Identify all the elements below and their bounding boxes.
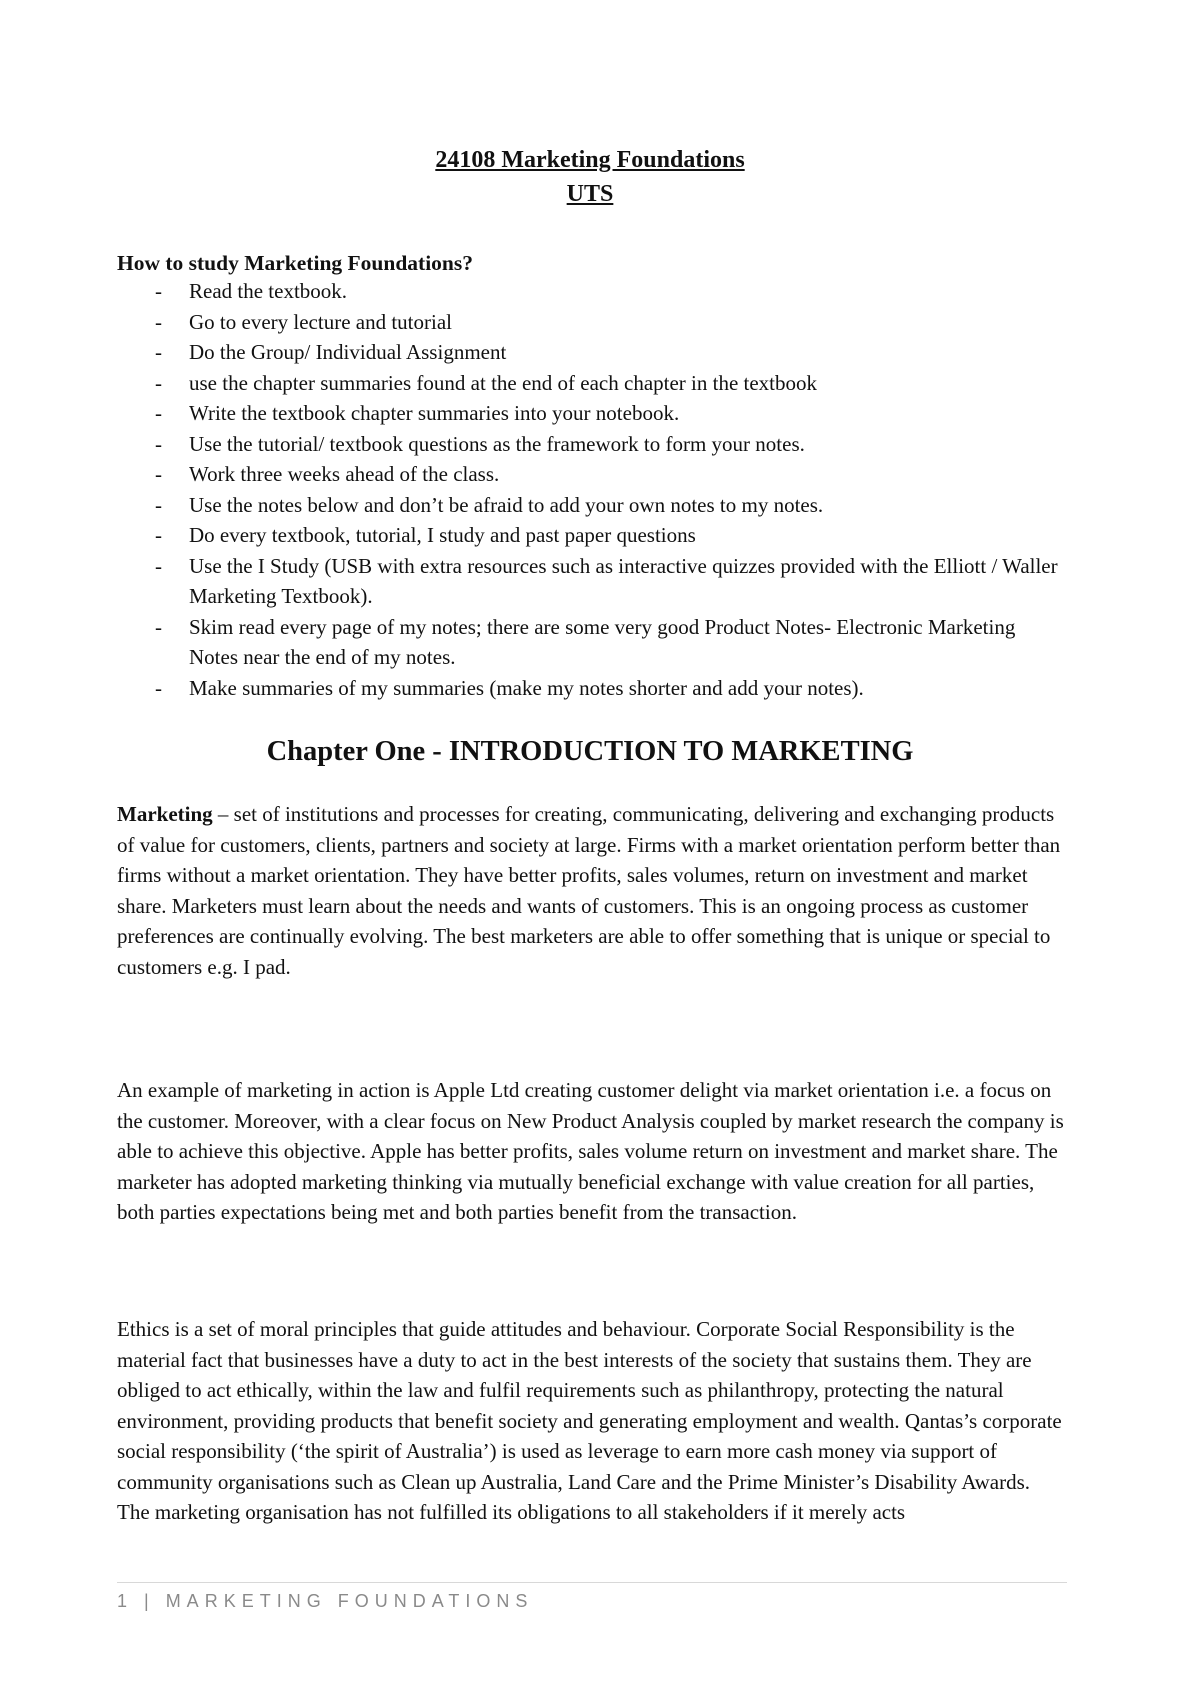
list-item-text: use the chapter summaries found at the end of each chapter in the textbook bbox=[189, 370, 818, 395]
list-item bbox=[117, 368, 1067, 399]
list-bullet: - bbox=[155, 279, 162, 303]
list-item bbox=[117, 490, 1067, 521]
list-item bbox=[117, 673, 1067, 704]
list-bullet: - bbox=[155, 340, 162, 364]
document-title: 24108 Marketing Foundations bbox=[435, 147, 745, 173]
list-item-text: Use the I Study (USB with extra resources such as interactive quizzes provided with the Elliott / Waller Marketing Textbook). bbox=[189, 553, 1058, 608]
list-bullet: - bbox=[155, 675, 162, 700]
list-bullet: - bbox=[155, 401, 162, 425]
list-item-text: Do the Group/ Individual Assignment bbox=[189, 340, 507, 364]
study-heading: How to study Marketing Foundations? bbox=[117, 251, 473, 275]
list-item bbox=[117, 551, 1067, 612]
list-bullet: - bbox=[155, 492, 162, 517]
paragraph-ethics: Ethics is a set of moral principles that guide attitudes and behaviour. Corporate Social Responsibility is the material fact that businesses have a duty to act in the best interests of the society that sustains them. They are obliged to act ethically, within the law and fulfil requirements such as philanthropy, protecting the natural environment, providing products that benefit society and generating employment and wealth. Qantas’s corporate social responsibility (‘the spirit of Australia’) is used as leverage to earn more cash money via support of community organisations such as Clean up Australia, Land Care and the Prime Minister’s Disability Awards. The marketing organisation has not fulfilled its obligations to all stakeholders if it merely acts bbox=[117, 1317, 1062, 1524]
list-item bbox=[117, 337, 1067, 368]
list-item-text: Do every textbook, tutorial, I study and past paper questions bbox=[189, 523, 696, 547]
list-bullet: - bbox=[155, 462, 162, 486]
list-item-text: Work three weeks ahead of the class. bbox=[189, 462, 500, 486]
list-bullet: - bbox=[155, 431, 162, 456]
list-bullet: - bbox=[155, 523, 162, 547]
footer-divider bbox=[117, 1582, 1067, 1583]
document-subtitle: UTS bbox=[566, 181, 614, 207]
list-bullet: - bbox=[155, 309, 162, 334]
list-item bbox=[117, 612, 1067, 673]
list-item-text: Go to every lecture and tutorial bbox=[189, 309, 452, 334]
list-item-text: Use the tutorial/ textbook questions as the framework to form your notes. bbox=[189, 431, 805, 456]
list-item-text: Skim read every page of my notes; there are some very good Product Notes- Electronic Marketing Notes near the end of my notes. bbox=[189, 614, 1016, 669]
list-item bbox=[117, 429, 1067, 460]
list-item-text: Use the notes below and don’t be afraid to add your own notes to my notes. bbox=[189, 492, 824, 517]
list-item-text: Make summaries of my summaries (make my notes shorter and add your notes). bbox=[189, 675, 864, 700]
list-item bbox=[117, 398, 1067, 429]
page-footer: 1 | MARKETING FOUNDATIONS bbox=[117, 1591, 534, 1611]
list-item bbox=[117, 276, 1067, 307]
paragraph-marketing-definition bbox=[117, 799, 1067, 982]
list-item-text: Write the textbook chapter summaries into your notebook. bbox=[189, 401, 680, 425]
chapter-heading: Chapter One - INTRODUCTION TO MARKETING bbox=[266, 736, 914, 767]
list-item bbox=[117, 459, 1067, 490]
study-list bbox=[117, 276, 1067, 703]
paragraph-apple-example: An example of marketing in action is Apple Ltd creating customer delight via market orientation i.e. a focus on the customer. Moreover, with a clear focus on New Product Analysis coupled by market research the company is able to achieve this objective. Apple has better profits, sales volume return on investment and market share. The marketer has adopted marketing thinking via mutually beneficial exchange with value creation for all parties, both parties expectations being met and both parties benefit from the transaction. bbox=[117, 1078, 1064, 1224]
paragraph-term: Marketing bbox=[117, 802, 213, 826]
list-bullet: - bbox=[155, 614, 162, 639]
list-bullet: - bbox=[155, 553, 162, 578]
list-item-text: Read the textbook. bbox=[189, 279, 348, 303]
list-item bbox=[117, 307, 1067, 338]
paragraph-body: – set of institutions and processes for creating, communicating, delivering and exchanging products of value for customers, clients, partners and society at large. Firms with a market orientation perform better than firms without a market orientation. They have better profits, sales volumes, return on investment and market share. Marketers must learn about the needs and wants of customers. This is an ongoing process as customer preferences are continually evolving. The best marketers are able to offer something that is unique or special to customers e.g. I pad. bbox=[117, 802, 1061, 979]
document-title-block bbox=[0, 143, 1180, 211]
list-bullet: - bbox=[155, 370, 162, 395]
list-item bbox=[117, 520, 1067, 551]
